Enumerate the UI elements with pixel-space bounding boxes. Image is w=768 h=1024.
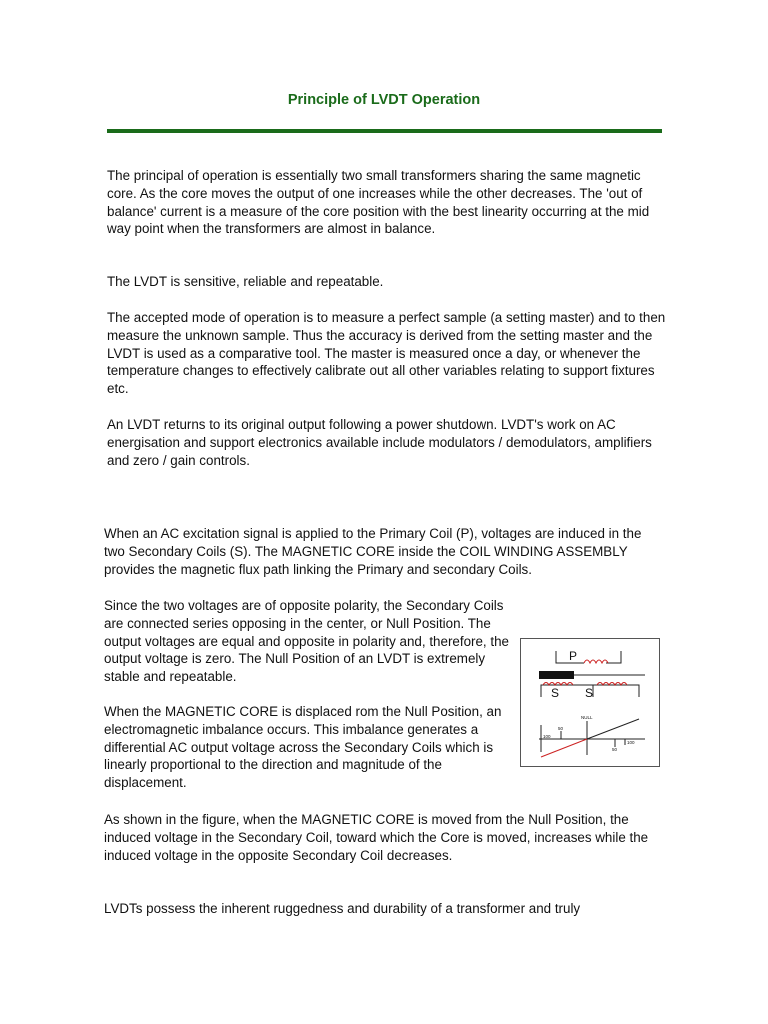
secondary-coil-right-outline xyxy=(593,685,639,697)
paragraph-power-shutdown: An LVDT returns to its original output following a power shutdown. LVDT's work on AC energisation and support electronics available include modulators / demodulators, amplifiers and zero / gain controls. xyxy=(107,417,652,468)
title-divider xyxy=(107,129,662,133)
tick-label-left-outer: 100 xyxy=(543,734,551,739)
paragraph-principle: The principal of operation is essentially two small transformers sharing the same magnetic core. As the core moves the output of one increases while the other decreases. The 'out of balance' current is a measure of the core position with the best linearity occurring at the mid way point when the transformers are almost in balance. xyxy=(107,168,650,237)
primary-coil-label: P xyxy=(569,649,578,663)
lvdt-diagram-svg xyxy=(521,639,659,766)
graph-output-positive xyxy=(587,719,639,739)
secondary-coil-right-label: S xyxy=(585,686,594,700)
primary-coil-winding xyxy=(584,660,608,663)
tick-label-right-outer: 100 xyxy=(627,740,635,745)
tick-label-left-inner: 50 xyxy=(558,726,564,731)
secondary-coil-left-label: S xyxy=(551,686,560,700)
magnetic-core xyxy=(539,671,574,679)
paragraph-sensitivity: The LVDT is sensitive, reliable and repeatable. xyxy=(107,274,384,289)
paragraph-figure-explanation: As shown in the figure, when the MAGNETIC CORE is moved from the Null Position, the induced voltage in the Secondary Coil, toward which the Core is moved, increases while the induced voltage in the opposite Secondary Coil decreases. xyxy=(104,812,649,863)
paragraph-mode-of-operation: The accepted mode of operation is to measure a perfect sample (a setting master) and to then measure the unknown sample. Thus the accuracy is derived from the setting master and the LVDT is used as a comparative tool. The master is measured once a day, or whenever the temperature changes to effectively calibrate out all other variables relating to support fixtures etc. xyxy=(107,310,666,397)
tick-label-right-inner: 50 xyxy=(612,747,618,752)
paragraph-ruggedness: LVDTs possess the inherent ruggedness and durability of a transformer and truly xyxy=(104,901,581,916)
paragraph-null-position: Since the two voltages are of opposite polarity, the Secondary Coils are connected series opposing in the center, or Null Position. The output voltages are equal and opposite in polarity and, therefore, the output voltage is zero. The Null Position of an LVDT is extremely stable and repeatable. xyxy=(104,598,509,685)
paragraph-displacement: When the MAGNETIC CORE is displaced rom the Null Position, an electromagnetic imbalance occurs. This imbalance generates a differential AC output voltage across the Secondary Coils which is linearly proportional to the direction and magnitude of the displacement. xyxy=(104,704,502,791)
lvdt-diagram xyxy=(520,638,660,767)
paragraph-excitation: When an AC excitation signal is applied to the Primary Coil (P), voltages are induced in the two Secondary Coils (S). The MAGNETIC CORE inside the COIL WINDING ASSEMBLY provides the magnetic flux path linking the Primary and secondary Coils. xyxy=(104,526,642,577)
graph-output-negative xyxy=(541,739,587,757)
null-label: NULL xyxy=(581,715,593,720)
page-title: Principle of LVDT Operation xyxy=(287,92,481,108)
